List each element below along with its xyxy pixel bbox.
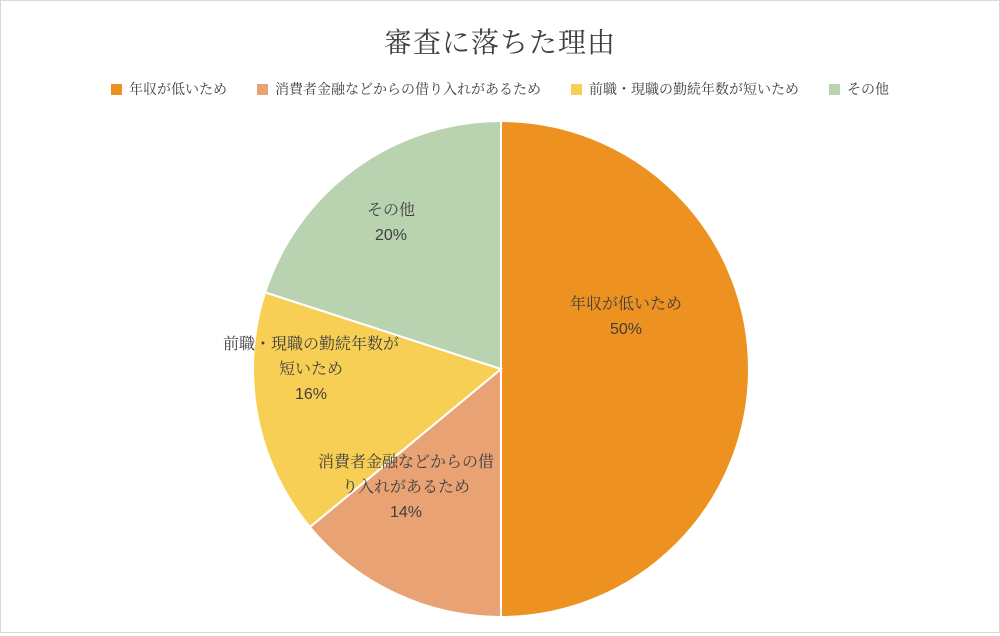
- pie-plot-area: [1, 111, 1000, 631]
- slice-label-text-line1: 前職・現職の勤続年数が: [222, 336, 399, 353]
- slice-label-3: [291, 199, 491, 249]
- slice-label-1: [281, 451, 531, 525]
- legend-swatch-icon: [571, 84, 582, 95]
- pie-slice[interactable]: [501, 121, 749, 617]
- legend-swatch-icon: [111, 84, 122, 95]
- page-title: 審査に落ちた理由: [383, 27, 616, 58]
- slice-label-text-line2: り入れがあるため: [341, 478, 470, 496]
- legend-item-2[interactable]: [571, 79, 799, 99]
- legend-swatch-icon: [257, 84, 268, 95]
- legend-item-1[interactable]: [257, 79, 541, 99]
- legend-item-0[interactable]: [111, 79, 227, 99]
- legend-label: 前職・現職の勤続年数が短いため: [589, 81, 799, 97]
- chart-legend: [1, 79, 999, 99]
- slice-label-text-line2: 短いため: [278, 360, 343, 378]
- legend-label: 消費者金融などからの借り入れがあるため: [275, 81, 541, 97]
- legend-swatch-icon: [829, 84, 840, 95]
- slice-label-value: 20%: [374, 226, 408, 244]
- slice-label-value: 50%: [609, 320, 643, 338]
- slice-label-text-line1: 消費者金融などからの借: [317, 454, 494, 471]
- slice-label-2: [181, 333, 441, 407]
- slice-label-value: 16%: [294, 385, 328, 403]
- slice-label-text: その他: [366, 202, 415, 219]
- slice-label-value: 14%: [389, 503, 423, 521]
- slice-label-0: [506, 293, 746, 343]
- legend-label: その他: [847, 81, 889, 97]
- pie-svg: [1, 111, 1000, 631]
- slice-label-text: 年収が低いため: [569, 296, 682, 313]
- legend-label: 年収が低いため: [129, 81, 227, 97]
- legend-item-3[interactable]: [829, 79, 889, 99]
